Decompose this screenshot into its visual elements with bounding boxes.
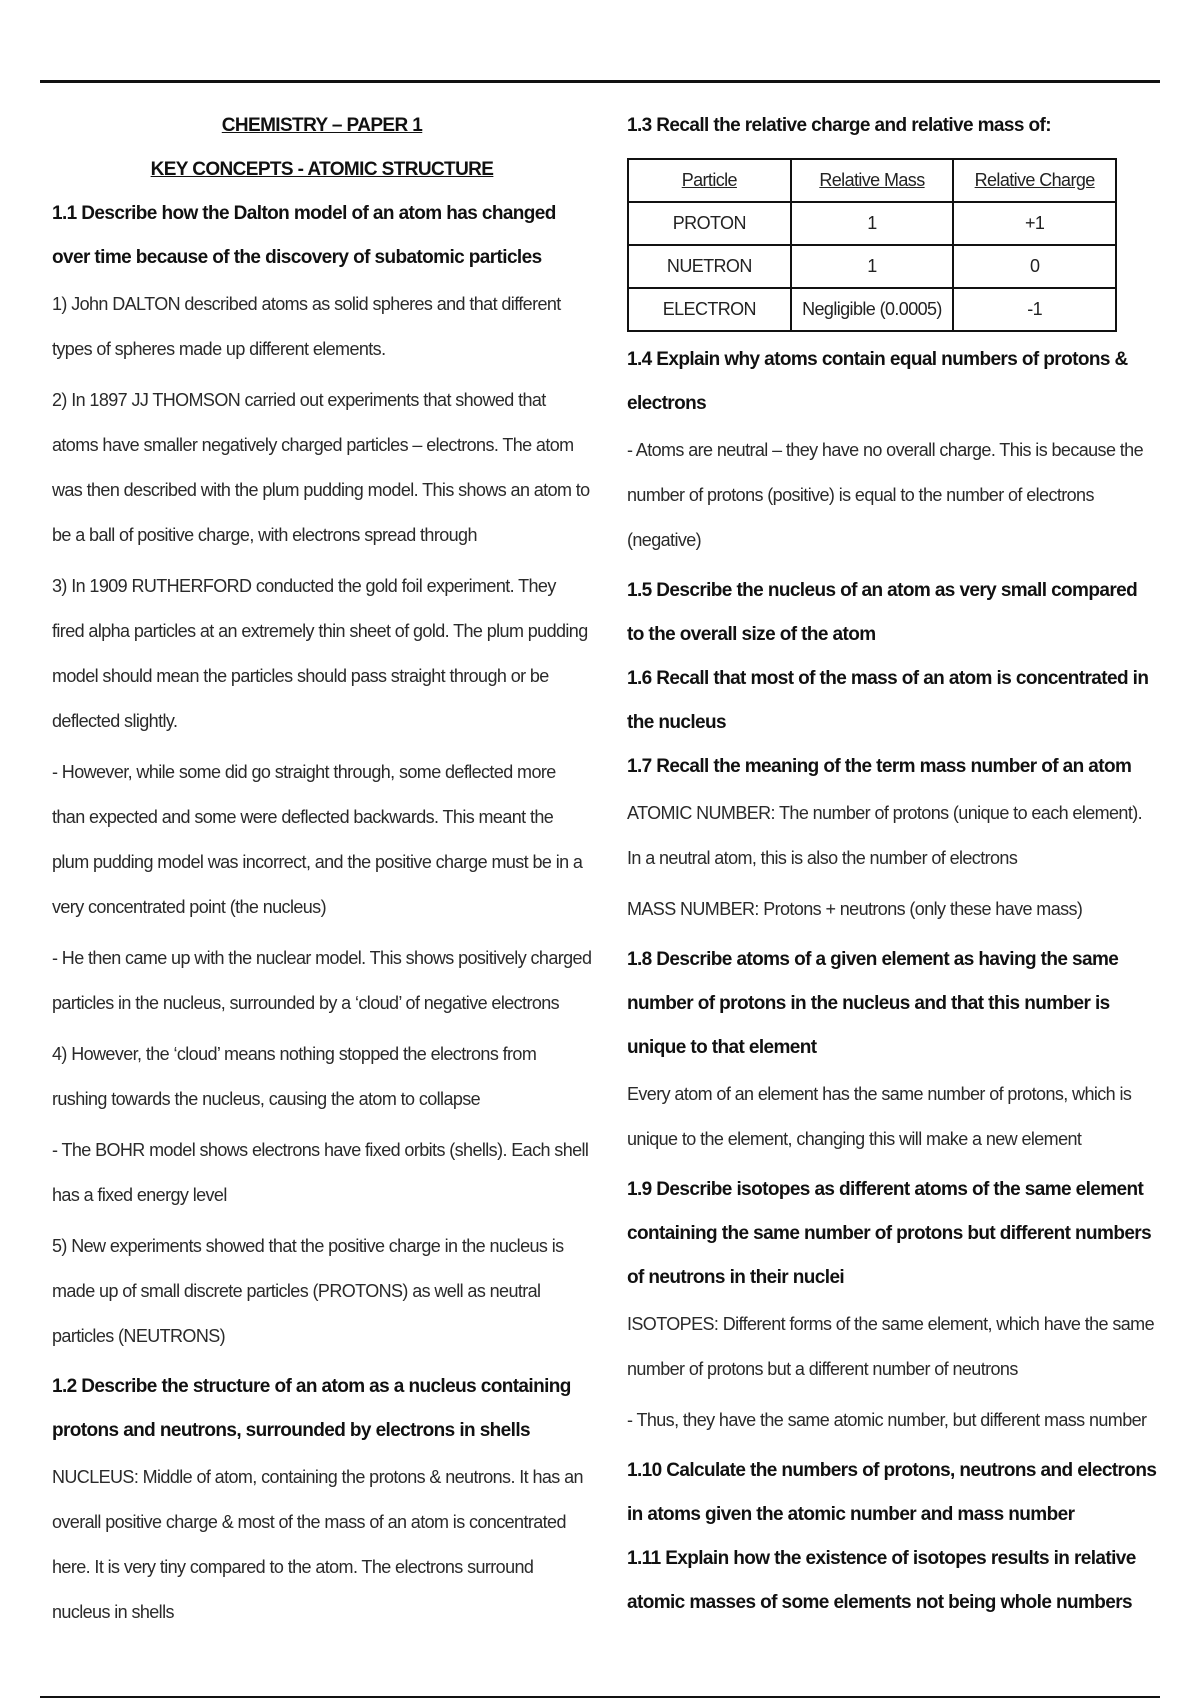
page-subtitle: KEY CONCEPTS - ATOMIC STRUCTURE bbox=[150, 159, 494, 180]
table-cell: +1 bbox=[953, 202, 1116, 245]
paragraph-protons-neutrons: 5) New experiments showed that the positive charge in the nucleus is made up of small discrete particles (PROTONS) as well as neutral particles (NEUTRONS) bbox=[52, 1236, 564, 1346]
table-row bbox=[628, 202, 1116, 245]
paragraph-isotopes: ISOTOPES: Different forms of the same element, which have the same number of protons but a different number of neutrons bbox=[627, 1314, 1154, 1379]
paragraph-neutral-atoms: - Atoms are neutral – they have no overall charge. This is because the number of protons (positive) is equal to the number of electrons (negative) bbox=[627, 440, 1143, 550]
question-1-8: 1.8 Describe atoms of a given element as having the same number of protons in the nucleus and that this number is unique to that element bbox=[627, 949, 1119, 1058]
table-cell: -1 bbox=[953, 288, 1116, 331]
paragraph-isotopes-numbers: - Thus, they have the same atomic number, but different mass number bbox=[627, 1410, 1147, 1430]
paragraph-mass-number: MASS NUMBER: Protons + neutrons (only these have mass) bbox=[627, 899, 1083, 919]
table-header: Relative Mass bbox=[791, 159, 954, 202]
paragraph-rutherford-result: - However, while some did go straight through, some deflected more than expected and some were deflected backwards. This meant the plum pudding model was incorrect, and the positive charge must be in a very concentrated point (the nucleus) bbox=[52, 762, 583, 917]
paragraph-cloud: 4) However, the ‘cloud’ means nothing stopped the electrons from rushing towards the nucleus, causing the atom to collapse bbox=[52, 1044, 537, 1109]
table-header: Particle bbox=[628, 159, 791, 202]
paragraph-atomic-number: ATOMIC NUMBER: The number of protons (unique to each element). In a neutral atom, this is also the number of electrons bbox=[627, 803, 1143, 868]
top-rule bbox=[40, 80, 1160, 83]
question-1-7: 1.7 Recall the meaning of the term mass number of an atom bbox=[627, 756, 1132, 777]
particle-table bbox=[627, 158, 1117, 332]
table-cell: PROTON bbox=[628, 202, 791, 245]
paragraph-unique-protons: Every atom of an element has the same number of protons, which is unique to the element, changing this will make a new element bbox=[627, 1084, 1132, 1149]
table-cell: 1 bbox=[791, 202, 954, 245]
table-cell: 0 bbox=[953, 245, 1116, 288]
paragraph-bohr: - The BOHR model shows electrons have fixed orbits (shells). Each shell has a fixed energy level bbox=[52, 1140, 589, 1205]
paragraph-nucleus: NUCLEUS: Middle of atom, containing the protons & neutrons. It has an overall positive charge & most of the mass of an atom is concentrated here. It is very tiny compared to the atom. The electrons surround nucleus in shells bbox=[52, 1467, 583, 1622]
question-1-2: 1.2 Describe the structure of an atom as a nucleus containing protons and neutrons, surrounded by electrons in shells bbox=[52, 1376, 571, 1441]
question-1-9: 1.9 Describe isotopes as different atoms of the same element containing the same number of protons but different numbers of neutrons in their nuclei bbox=[627, 1179, 1152, 1288]
question-1-11: 1.11 Explain how the existence of isotopes results in relative atomic masses of some elements not being whole numbers bbox=[627, 1548, 1136, 1613]
bottom-rule bbox=[40, 1696, 1160, 1698]
table-header-row bbox=[628, 159, 1116, 202]
question-1-10: 1.10 Calculate the numbers of protons, neutrons and electrons in atoms given the atomic number and mass number bbox=[627, 1460, 1157, 1525]
paragraph-nuclear-model: - He then came up with the nuclear model. This shows positively charged particles in the nucleus, surrounded by a ‘cloud’ of negative electrons bbox=[52, 948, 592, 1013]
paragraph-rutherford: 3) In 1909 RUTHERFORD conducted the gold foil experiment. They fired alpha particles at an extremely thin sheet of gold. The plum pudding model should mean the particles should pass straight through or be deflected slightly. bbox=[52, 576, 588, 731]
page-title: CHEMISTRY – PAPER 1 bbox=[221, 115, 423, 136]
question-1-6: 1.6 Recall that most of the mass of an atom is concentrated in the nucleus bbox=[627, 668, 1149, 733]
right-column bbox=[627, 104, 1157, 1625]
table-header: Relative Charge bbox=[953, 159, 1116, 202]
table-cell: 1 bbox=[791, 245, 954, 288]
question-1-1: 1.1 Describe how the Dalton model of an atom has changed over time because of the discovery of subatomic particles bbox=[52, 203, 556, 268]
question-1-3: 1.3 Recall the relative charge and relative mass of: bbox=[627, 115, 1051, 136]
table-cell: Negligible (0.0005) bbox=[791, 288, 954, 331]
table-cell: NUETRON bbox=[628, 245, 791, 288]
question-1-4: 1.4 Explain why atoms contain equal numbers of protons & electrons bbox=[627, 349, 1128, 414]
table-row bbox=[628, 288, 1116, 331]
table-cell: ELECTRON bbox=[628, 288, 791, 331]
question-1-5: 1.5 Describe the nucleus of an atom as very small compared to the overall size of the atom bbox=[627, 580, 1138, 645]
table-row bbox=[628, 245, 1116, 288]
paragraph-thomson: 2) In 1897 JJ THOMSON carried out experiments that showed that atoms have smaller negatively charged particles – electrons. The atom was then described with the plum pudding model. This shows an atom to be a ball of positive charge, with electrons spread through bbox=[52, 390, 590, 545]
paragraph-dalton: 1) John DALTON described atoms as solid spheres and that different types of spheres made up different elements. bbox=[52, 294, 561, 359]
left-column bbox=[52, 104, 592, 1641]
